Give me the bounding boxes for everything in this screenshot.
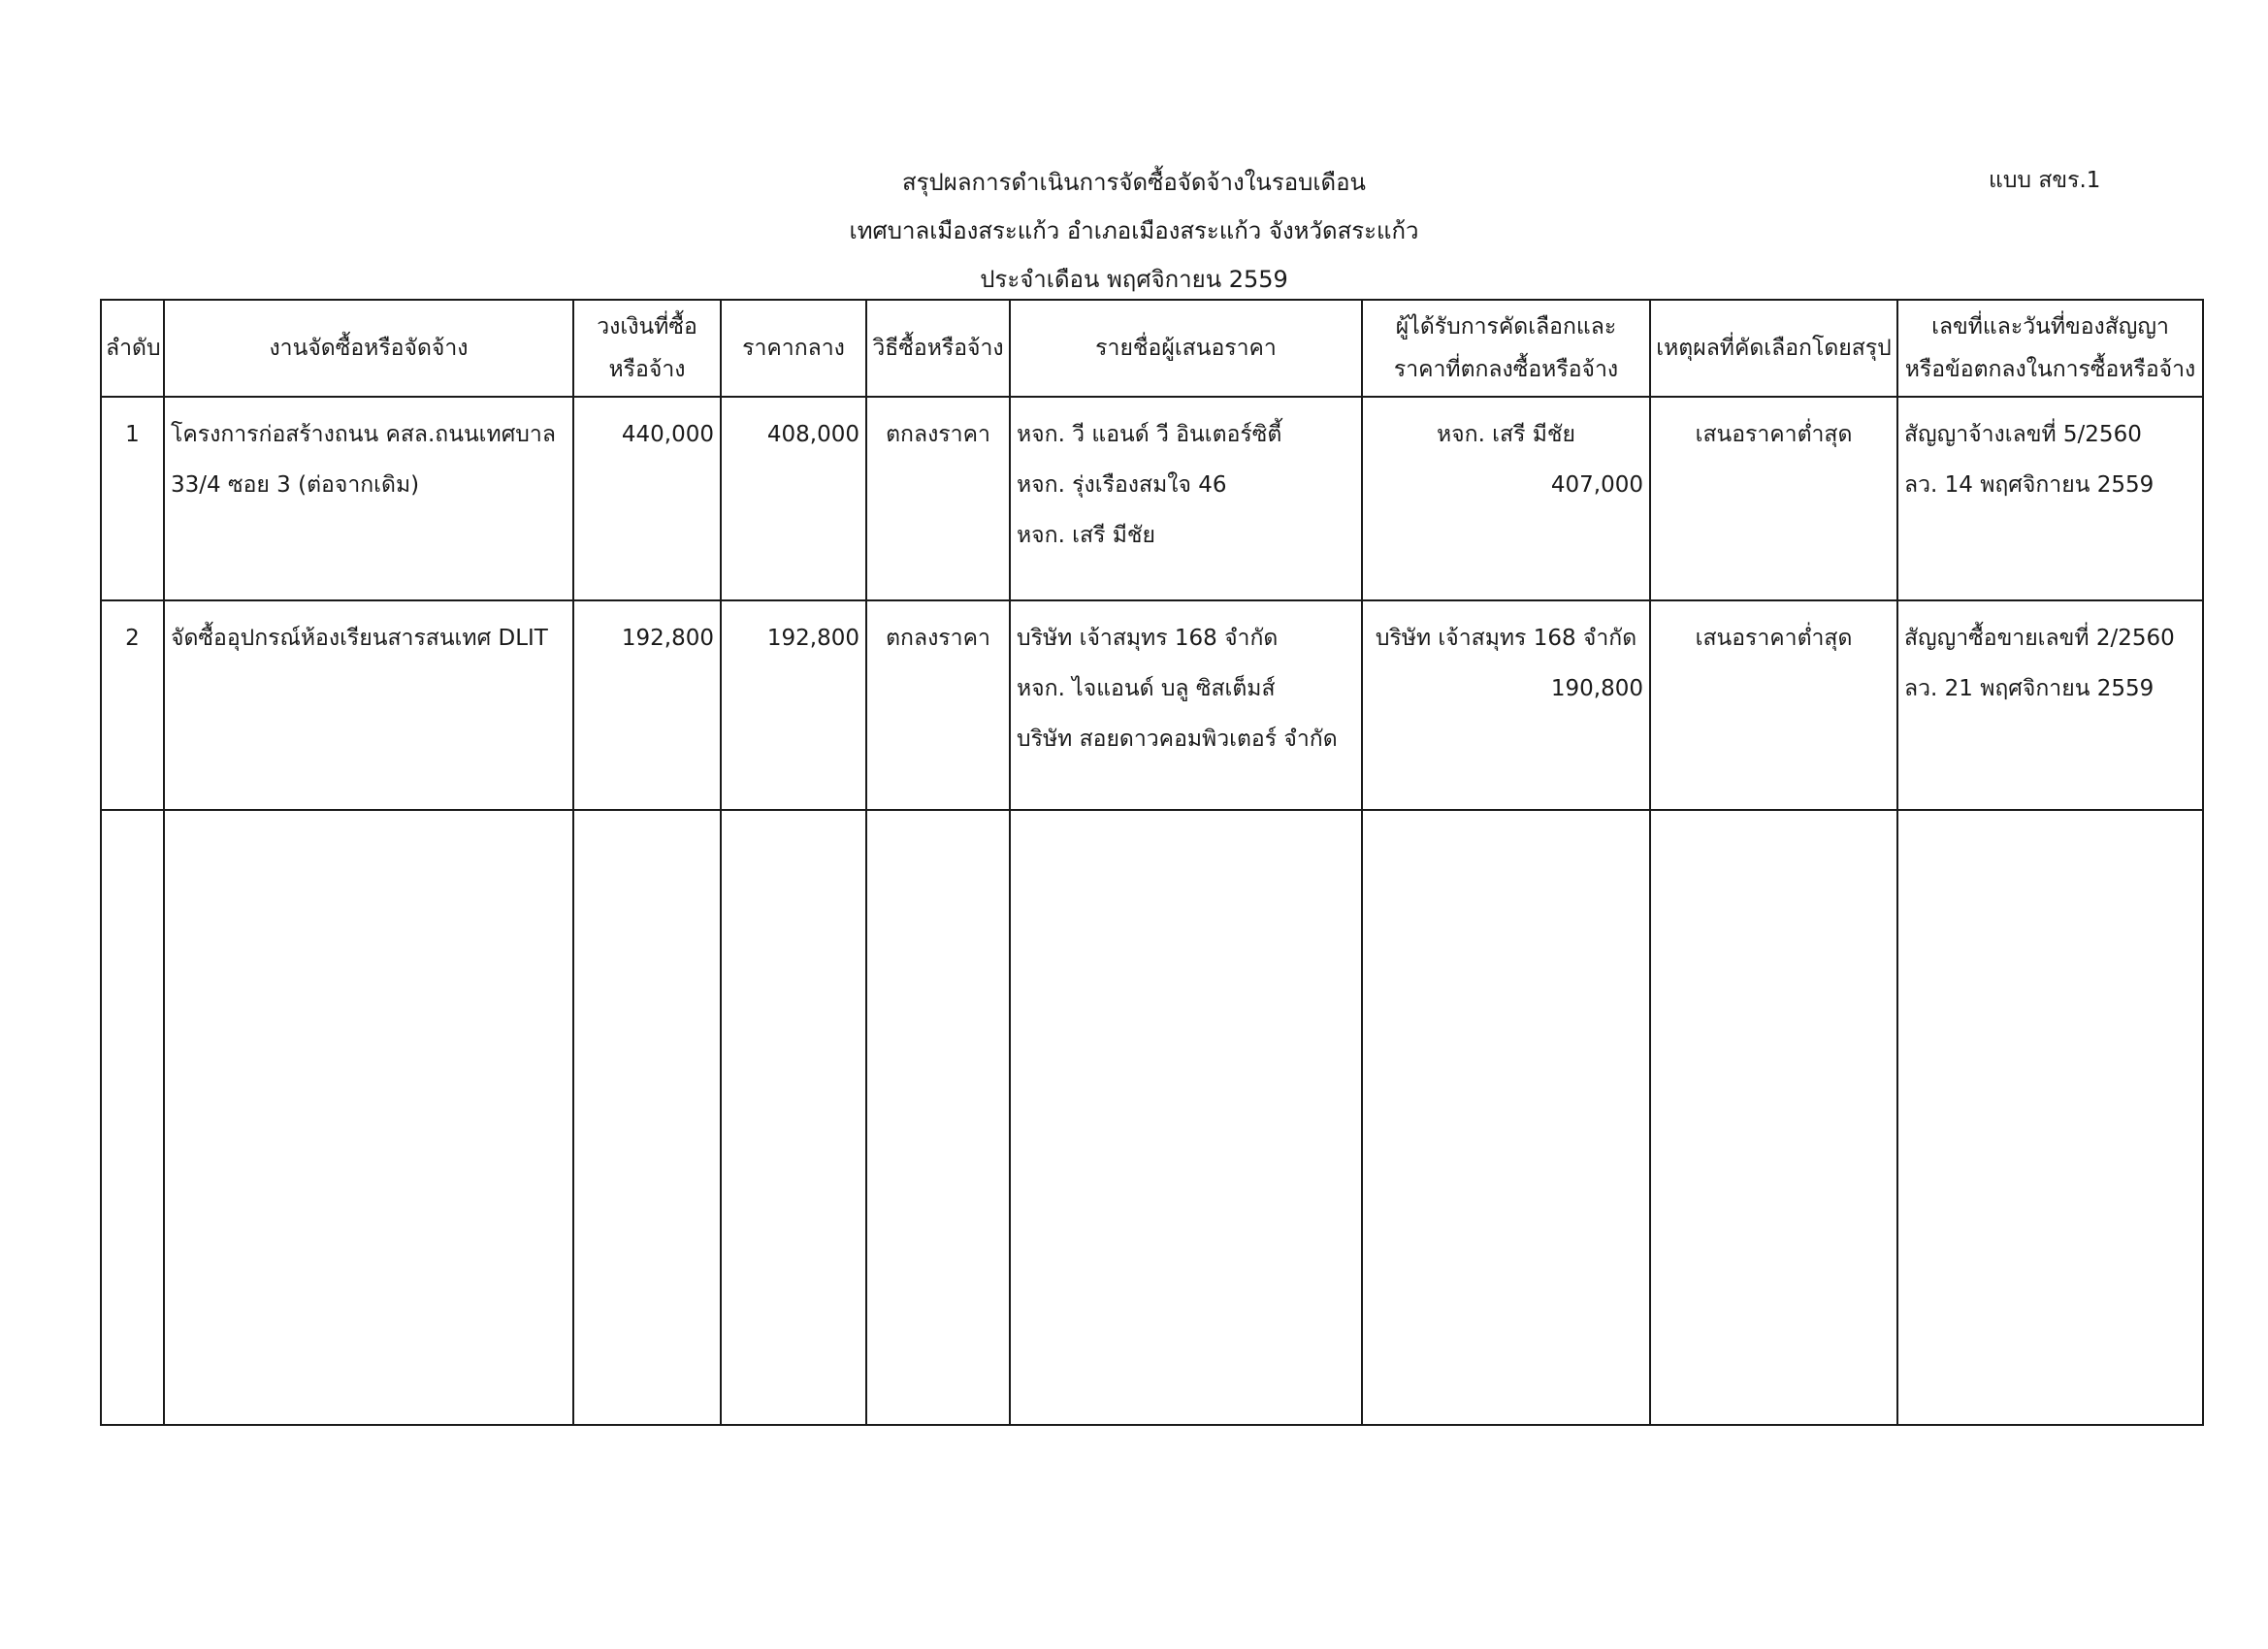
row-bidders: บริษัท เจ้าสมุทร 168 จำกัด หจก. ไจแอนด์ บลู ซิสเต็มส์ บริษัท สอยดาวคอมพิวเตอร์ จำกัด [1010, 600, 1362, 810]
winner-price: 190,800 [1550, 676, 1643, 701]
table-row-empty [101, 810, 2203, 1425]
row-winner [1362, 600, 1650, 810]
row-no: 2 [101, 600, 164, 810]
row-budget: 440,000 [573, 397, 721, 600]
table-row [101, 397, 2203, 600]
column-header-median-price: ราคากลาง [721, 300, 866, 397]
column-header-budget: วงเงินที่ซื้อ หรือจ้าง [573, 300, 721, 397]
row-reason: เสนอราคาต่ำสุด [1650, 397, 1897, 600]
column-header-method: วิธีซื้อหรือจ้าง [866, 300, 1010, 397]
winner-name: บริษัท เจ้าสมุทร 168 จำกัด [1375, 626, 1637, 651]
empty-cell [573, 810, 721, 1425]
row-contract: สัญญาซื้อขายเลขที่ 2/2560 ลว. 21 พฤศจิกายน 2559 [1897, 600, 2203, 810]
column-header-reason: เหตุผลที่คัดเลือกโดยสรุป [1650, 300, 1897, 397]
column-header-no: ลำดับ [101, 300, 164, 397]
column-header-work: งานจัดซื้อหรือจัดจ้าง [164, 300, 573, 397]
row-work: โครงการก่อสร้างถนน คสล.ถนนเทศบาล 33/4 ซอย 3 (ต่อจากเดิม) [164, 397, 573, 600]
row-contract: สัญญาจ้างเลขที่ 5/2560 ลว. 14 พฤศจิกายน 2559 [1897, 397, 2203, 600]
row-method: ตกลงราคา [866, 397, 1010, 600]
row-median-price: 408,000 [721, 397, 866, 600]
column-header-bidders: รายชื่อผู้เสนอราคา [1010, 300, 1362, 397]
row-work: จัดซื้ออุปกรณ์ห้องเรียนสารสนเทศ DLIT [164, 600, 573, 810]
table-header-row [101, 300, 2203, 397]
empty-cell [101, 810, 164, 1425]
row-budget: 192,800 [573, 600, 721, 810]
empty-cell [866, 810, 1010, 1425]
procurement-table [100, 299, 2204, 1426]
report-title: สรุปผลการดำเนินการจัดซื้อจัดจ้างในรอบเดือน [902, 169, 1366, 196]
column-header-winner: ผู้ได้รับการคัดเลือกและ ราคาที่ตกลงซื้อหรือจ้าง [1362, 300, 1650, 397]
row-winner [1362, 397, 1650, 600]
table-row [101, 600, 2203, 810]
form-code: แบบ สขร.1 [1989, 168, 2101, 193]
row-no: 1 [101, 397, 164, 600]
row-reason: เสนอราคาต่ำสุด [1650, 600, 1897, 810]
empty-cell [1010, 810, 1362, 1425]
winner-name: หจก. เสรี มีชัย [1437, 422, 1575, 447]
empty-cell [721, 810, 866, 1425]
row-bidders: หจก. วี แอนด์ วี อินเตอร์ซิตี้ หจก. รุ่งเรืองสมใจ 46 หจก. เสรี มีชัย [1010, 397, 1362, 600]
row-median-price: 192,800 [721, 600, 866, 810]
report-period: ประจำเดือน พฤศจิกายน 2559 [980, 266, 1288, 293]
winner-price: 407,000 [1550, 472, 1643, 498]
agency-name: เทศบาลเมืองสระแก้ว อำเภอเมืองสระแก้ว จังหวัดสระแก้ว [849, 217, 1419, 244]
empty-cell [1650, 810, 1897, 1425]
column-header-contract: เลขที่และวันที่ของสัญญา หรือข้อตกลงในการซื้อหรือจ้าง [1897, 300, 2203, 397]
empty-cell [1897, 810, 2203, 1425]
empty-cell [164, 810, 573, 1425]
empty-cell [1362, 810, 1650, 1425]
row-method: ตกลงราคา [866, 600, 1010, 810]
